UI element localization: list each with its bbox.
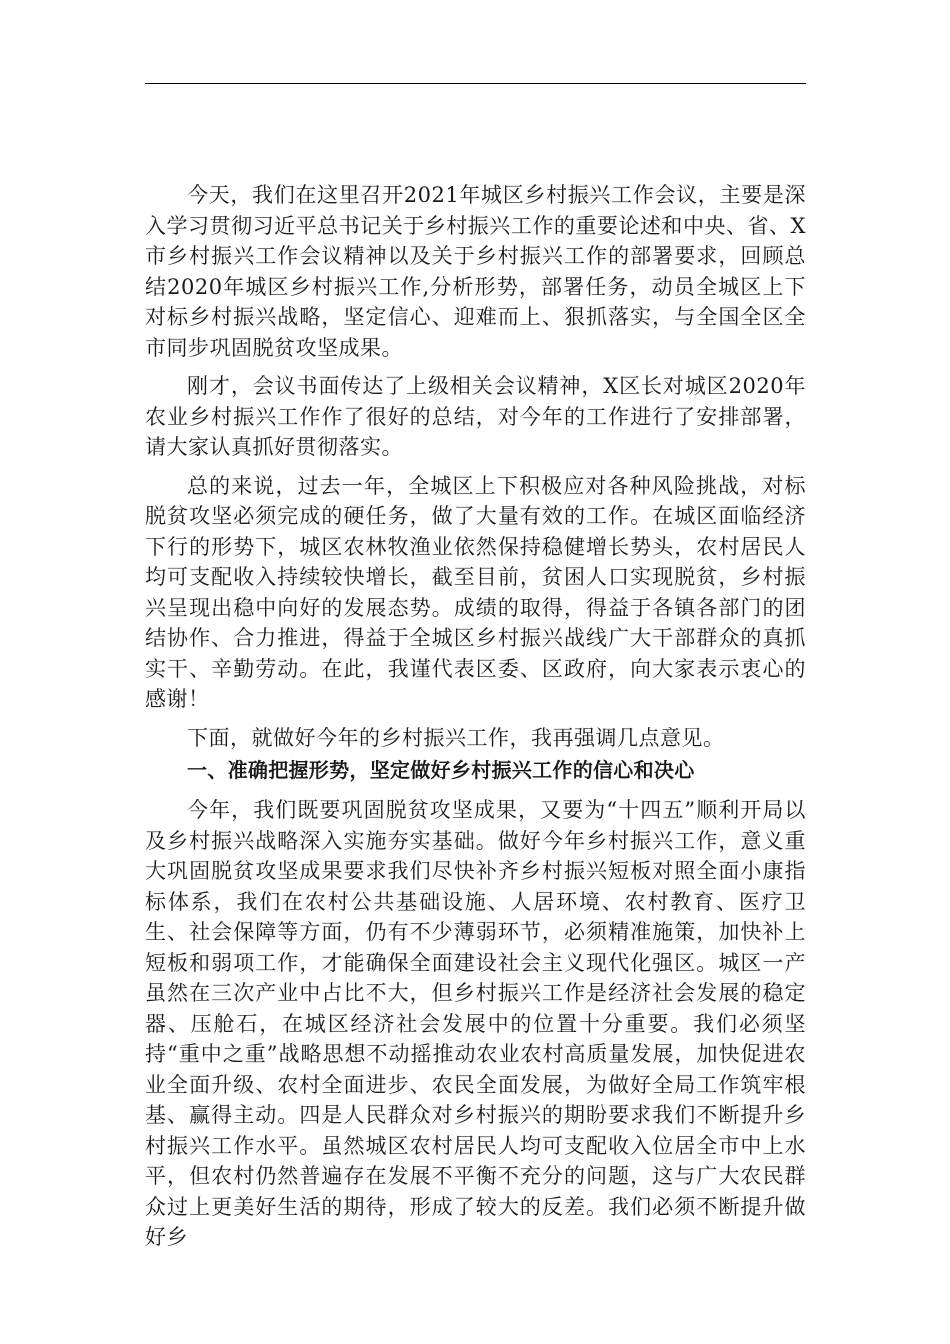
paragraph-transition: 下面，就做好今年的乡村振兴工作，我再强调几点意见。: [187, 725, 725, 750]
header-rule: [145, 83, 806, 84]
section-heading: 一、准确把握形势，坚定做好乡村振兴工作的信心和决心: [187, 758, 695, 782]
paragraph-section-body: 今年，我们既要巩固脱贫攻坚成果，又要为“十四五”顺利开局以及乡村振兴战略深入实施夯实基础。做好今年乡村振兴工作，意义重大巩固脱贫攻坚成果要求我们尽快补齐乡村振兴短板对照全面小康指标体系，我们在农村公共基础设施、人居环境、农村教育、医疗卫生、社会保障等方面，仍有不少薄弱环节，必须精准施策，加快补上短板和弱项工作，才能确保全面建设社会主义现代化强区。城区一产虽然在三次产业中占比不大，但乡村振兴工作是经济社会发展的稳定器、压舱石，在城区经济社会发展中的位置十分重要。我们必须坚持“重中之重”战略思想不动摇推动农业农村高质量发展，加快促进农业全面升级、农村全面进步、农民全面发展，为做好全局工作筑牢根基、赢得主动。四是人民群众对乡村振兴的期盼要求我们不断提升乡村振兴工作水平。虽然城区农村居民人均可支配收入位居全市中上水平，但农村仍然普遍存在发展不平衡不充分的问题，这与广大农民群众过上更美好生活的期待，形成了较大的反差。我们必须不断提升做好乡: [145, 798, 806, 1249]
paragraph-opening: 今天，我们在这里召开2021年城区乡村振兴工作会议，主要是深入学习贯彻习近平总书记关于乡村振兴工作的重要论述和中央、省、X市乡村振兴工作会议精神以及关于乡村振兴工作的部署要求，回顾总结2020年城区乡村振兴工作,分析形势，部署任务，动员全城区上下对标乡村振兴战略，坚定信心、迎难而上、狠抓落实，与全国全区全市同步巩固脱贫攻坚成果。: [145, 183, 806, 360]
paragraph-summary: 总的来说，过去一年，全城区上下积极应对各种风险挑战，对标脱贫攻坚必须完成的硬任务，做了大量有效的工作。在城区面临经济下行的形势下，城区农林牧渔业依然保持稳健增长势头，农村居民人均可支配收入持续较快增长，截至目前，贫困人口实现脱贫，乡村振兴呈现出稳中向好的发展态势。成绩的取得，得益于各镇各部门的团结协作、合力推进，得益于全城区乡村振兴战线广大干部群众的真抓实干、辛勤劳动。在此，我谨代表区委、区政府，向大家表示衷心的感谢！: [145, 473, 806, 711]
paragraph-review: 刚才，会议书面传达了上级相关会议精神，X区长对城区2020年农业乡村振兴工作作了很好的总结，对今年的工作进行了安排部署，请大家认真抓好贯彻落实。: [145, 374, 806, 459]
document-body: [145, 180, 806, 1253]
